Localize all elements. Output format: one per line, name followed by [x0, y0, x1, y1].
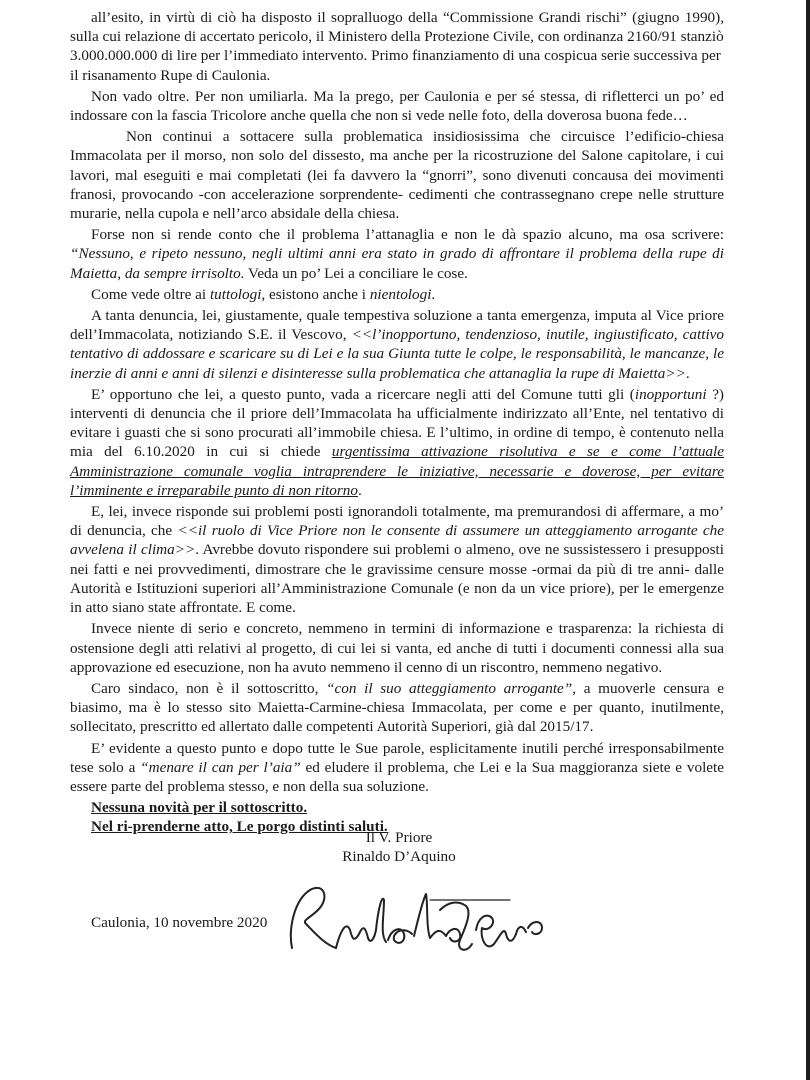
paragraph-4-tail: Veda un po’ Lei a conciliare le cose.	[244, 264, 468, 282]
paragraph-7-c: ?) interventi di denuncia che il priore dell’Immacolata ha ufficialmente indirizzato all’Ente, nel tentativo di evitare i guasti che si sono procurati all’immobile chiesa. E l’ultimo, in ordine di tempo, è contenuto nella mia del 6.10.2020 in cui si chiede	[70, 385, 724, 461]
paragraph-7-inopportuni: inopportuni	[634, 385, 707, 403]
paragraph-5-nientologi: nientologi	[369, 285, 432, 303]
paragraph-8-quote: <<il ruolo di Vice Priore non le consente di assumere un atteggiamento arrogante che avvelena il clima>>	[70, 522, 724, 559]
paragraph-11	[70, 739, 724, 797]
paragraph-6	[70, 306, 724, 383]
paragraph-5-e: .	[431, 285, 436, 303]
paragraph-5-c: , esistono anche i	[261, 285, 370, 303]
paragraph-8	[70, 502, 724, 617]
paragraph-2: Non vado oltre. Per non umiliarla. Ma la prego, per Caulonia e per sé stessa, di rifletterci un po’ ed indossare con la fascia Tricolore anche quella che non si vede nelle foto, della doverosa buona fede…	[70, 87, 724, 125]
paragraph-7-a: E’ opportuno che lei, a questo punto, vada a ricercare negli atti del Comune tutti gli (	[91, 385, 635, 403]
signatory-name: Rinaldo D’Aquino	[342, 848, 456, 866]
closing-line-1	[70, 798, 724, 817]
paragraph-11-quote: “menare il can per l’aia”	[140, 758, 301, 776]
paragraph-1a: all’esito, in virtù di ciò ha disposto il sopralluogo della “Commissione Grandi rischi” (giugno 1990), sulla cui relazione di accertato pericolo, il Ministero della Protezione Civile, con ordinanza 2160/91 stanziò	[70, 9, 724, 46]
paragraph-7-e: .	[357, 481, 362, 499]
paragraph-8-a: E, lei, invece risponde sui problemi posti ignorandoli totalmente, ma premurandosi di affermare, a mo’ di denuncia, che	[70, 503, 724, 540]
paragraph-6-c: .	[685, 364, 690, 382]
paragraph-4	[70, 225, 724, 283]
closing-line-2-text: Nel ri-prenderne atto, Le porgo distinti saluti.	[91, 818, 388, 836]
paragraph-4-quote: “Nessuno, e ripeto nessuno, negli ultimi anni era stato in grado di affrontare il problema della rupe di Maietta, da sempre irrisolto.	[70, 245, 724, 282]
signature-block	[334, 828, 464, 866]
handwritten-signature	[280, 870, 560, 960]
paragraph-9: Invece niente di serio e concreto, nemmeno in termini di informazione e trasparenza: la richiesta di ostensione degli atti relativi al progetto, di cui lei si vanta, ed anche di tutti i documenti connessi alla sua approvazione ed esecuzione, non ha avuto nemmeno il cenno di un riscontro, nemmeno negativo.	[70, 620, 724, 676]
paragraph-11-c: ed eludere il problema, che Lei e la Sua maggioranza siete e volete essere parte del problema stesso, e non della sua soluzione.	[70, 758, 724, 795]
paragraph-10-c: , a muoverle censura e biasimo, ma è lo stesso sito Maietta-Carmine-chiesa Immacolata, per come e per quanto, inutilmente, sollecitato, prescritto ed allertato dalle competenti Autorità Superiori, già dal 2015/17.	[70, 679, 724, 736]
paragraph-7	[70, 385, 724, 500]
paragraph-7-request: urgentissima attivazione risolutiva e se e come l’attuale Amministrazione comunale voglia intraprendere le iniziative, necessarie e doverose, per evitare l’imminente e irreparabile punto di non ritorno	[70, 443, 724, 499]
paragraph-10-quote: “con il suo atteggiamento arrogante”	[326, 679, 573, 697]
paragraph-10	[70, 679, 724, 737]
letter-date: Caulonia, 10 novembre 2020	[91, 914, 268, 931]
scan-edge	[806, 0, 810, 1080]
paragraph-5-a: Come vede oltre ai	[91, 285, 210, 303]
signatory-title: Il V. Priore	[365, 829, 433, 846]
paragraph-3: Non continui a sottacere sulla problematica insidiosissima che circuisce l’edificio-chiesa Immacolata per il morso, non solo del dissesto, ma anche per la ricostruzione del Salone capitolare, i cui lavori, mal eseguiti e mai completati (lei fa davvero la “gnorri”, sono divenuti concausa dei movimenti franosi, provocando -con accelerazione sorprendente- cedimenti che contrassegnano crepe nelle strutture murarie, nella cupola e nell’arco absidale della chiesa.	[70, 128, 724, 223]
paragraph-6-a: A tanta denuncia, lei, giustamente, quale tempestiva soluzione a tanta emergenza, imputa al Vice priore dell’Immacolata, notiziando S.E. il Vescovo,	[70, 307, 724, 344]
letter-body	[70, 8, 724, 837]
paragraph-10-a: Caro sindaco, non è il sottoscritto,	[91, 679, 327, 697]
paragraph-11-a: E’ evidente a questo punto e dopo tutte le Sue parole, esplicitamente inutili perché irresponsabilmente tese solo a	[70, 739, 724, 776]
paragraph-1b: 3.000.000.000 di lire per l’immediato intervento. Primo finanziamento di una cospicua serie successiva per il risanamento Rupe di Caulonia.	[70, 47, 721, 84]
paragraph-6-quote: <<l’inopportuno, tendenzioso, inutile, ingiustificato, cattivo tentativo di addossare e scaricare su di Lei e la sua Giunta tutte le colpe, le responsabilità, le mancanze, le inerzie di anni e anni di silenzi e disinteresse sulla problematica che attanaglia la rupe di Maietta>>	[70, 326, 724, 382]
paragraph-5	[70, 285, 724, 304]
paragraph-8-c: . Avrebbe dovuto rispondere sui problemi o almeno, ove ne sussistessero i presupposti nei fatti e nei provvedimenti, dimostrare che le gravissime censure mosse -ormai da più di tre anni- dalle Autorità e Istituzioni superiori all’Amministrazione Comunale (e non da un vice priore), per le emergenze in atto siano state affrontate. E come.	[70, 541, 724, 617]
closing-line-1-text: Nessuna novità per il sottoscritto.	[91, 799, 308, 817]
paragraph-4-text: Forse non si rende conto che il problema l’attanaglia e non le dà spazio alcuno, ma osa scrivere:	[91, 226, 724, 244]
paragraph-5-tuttologi: tuttologi	[209, 285, 262, 303]
